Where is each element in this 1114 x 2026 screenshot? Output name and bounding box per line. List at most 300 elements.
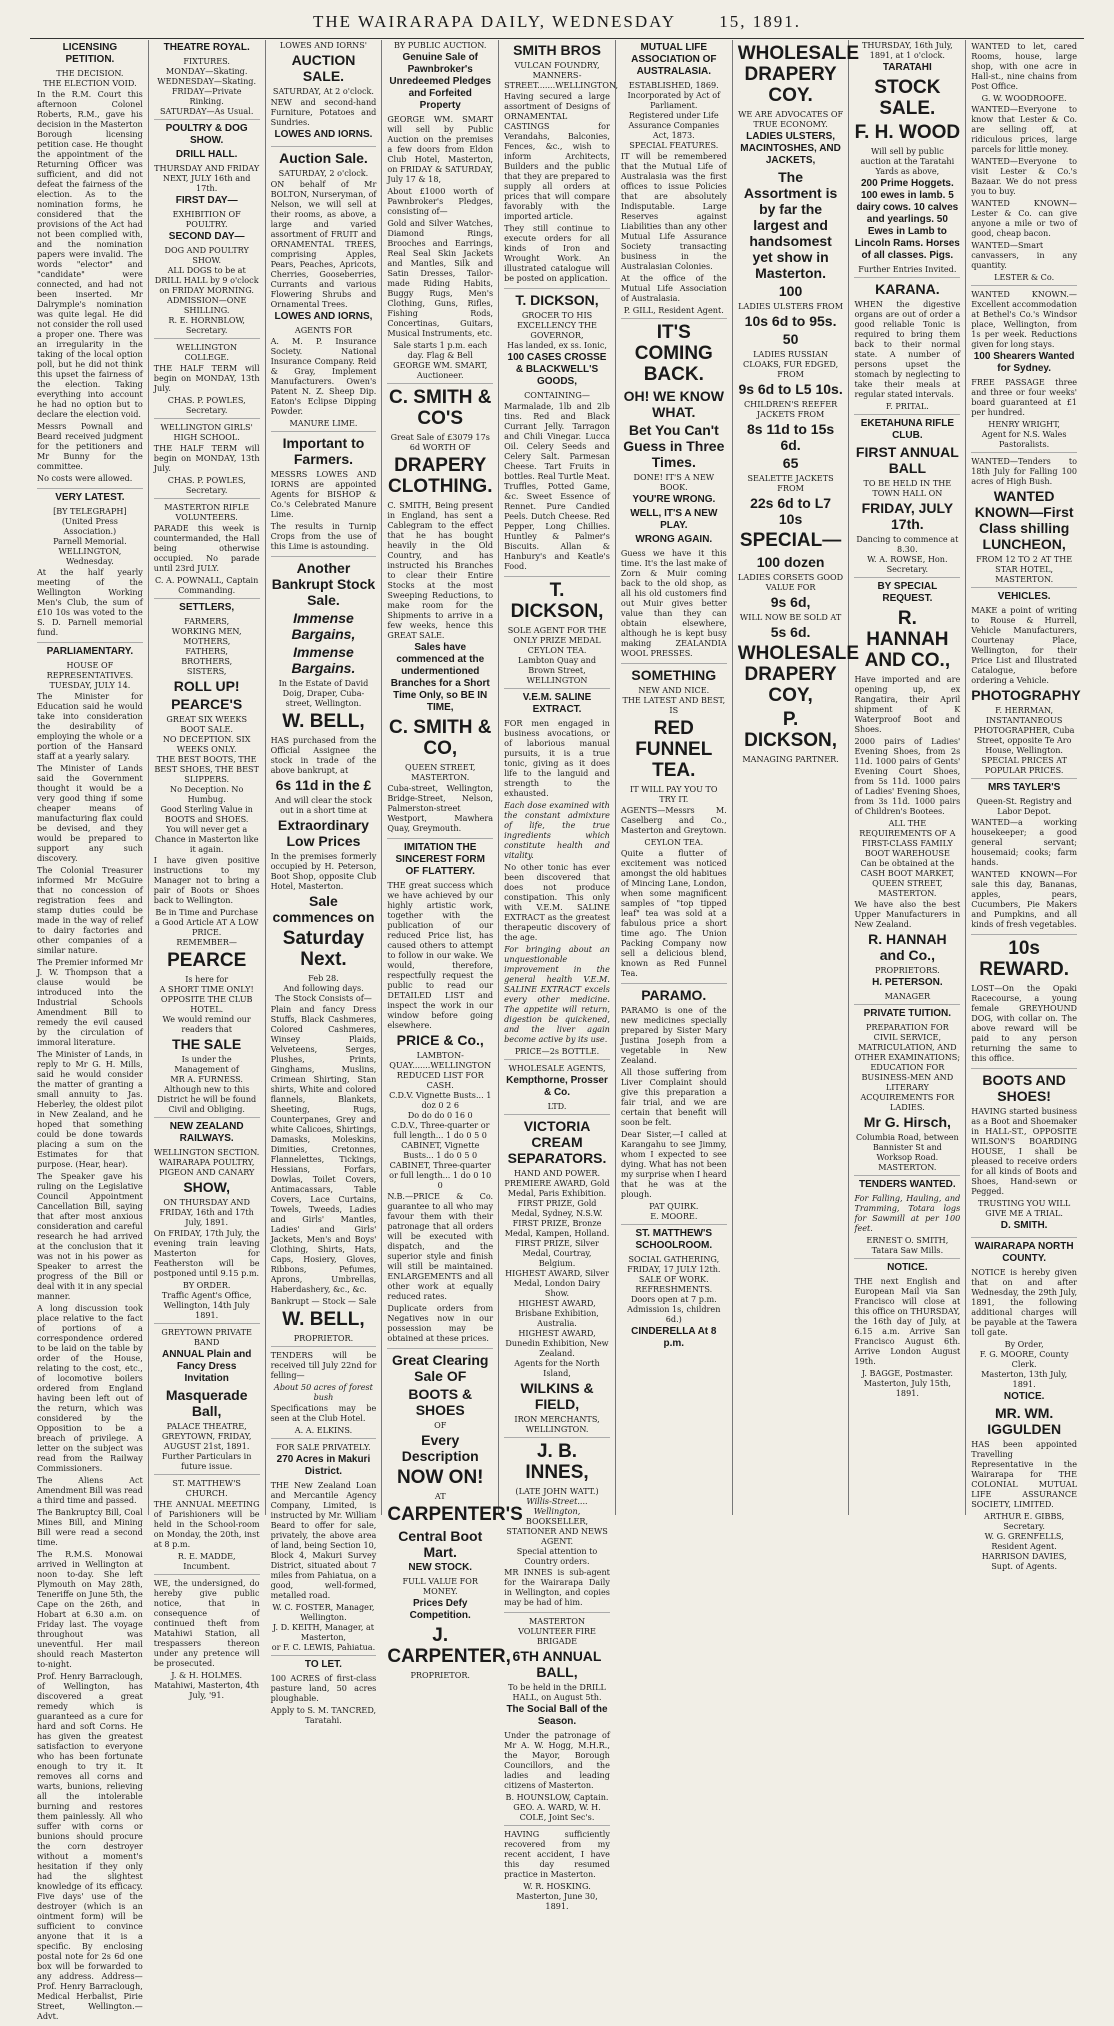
article-line: Immense Bargains. (291, 644, 356, 676)
article-paragraph: HAS been appointed Travelling Representative in the Wairarapa for THE COLONIAL MUTUAL LIFE ASSURANCE SOCIETY, LIMITED. (971, 1439, 1078, 1509)
article-line: Auction Sale. (279, 150, 368, 166)
article-line: LADIES ULSTERS, MACINTOSHES, AND JACKETS, (740, 131, 841, 166)
article-paragraph: Quite a flutter of excitement was noticed amongst the old habitues of Mincing Lane, London, when some magnificent samples of "top tipped leaf" tea was sold at a fabulous price a short time ago. The Union Packing Company now sell a delicious blend, known as Red Funnel Tea. (620, 848, 727, 978)
masthead-title: THE WAIRARAPA DAILY, WEDNESDAY (313, 12, 676, 31)
article-line: LADIES RUSSIAN CLOAKS, FUR EDGED, FROM (743, 349, 839, 379)
article-block (621, 322, 727, 664)
article-line: PAT QUIRK. (649, 1201, 699, 1211)
article-line: GEO. A. WARD, W. H. COLE, Joint Sec's. (513, 1802, 601, 1822)
article-line: QUEEN STREET, (404, 762, 476, 772)
article-line: Agents for the North Island, (514, 1358, 600, 1378)
article-line: BOOKSELLER, STATIONER AND NEWS AGENT. (506, 1516, 608, 1546)
article-line: 10s 6d to 95s. (744, 313, 837, 329)
article-line: 5s 6d. (770, 624, 811, 640)
article-block (154, 602, 260, 1118)
article-line: Traffic Agent's Office, Wellington, 14th July 1891. (161, 1290, 252, 1320)
article-line: WELLINGTON, Wednesday. (58, 546, 122, 566)
article-line: CHAS. P. POWLES, Secretary. (167, 395, 246, 415)
article-line: PARAMO. (641, 987, 707, 1003)
article-line: Has landed, ex ss. Ionic, (507, 340, 607, 350)
article-line: 8s 11d to 15s 6d. (746, 421, 835, 453)
column-7 (733, 40, 860, 1515)
article-block (854, 40, 960, 278)
article-block (271, 560, 377, 1347)
article-block (271, 435, 377, 557)
article-block (154, 1578, 260, 1703)
article-block (504, 292, 610, 577)
article-block (154, 502, 260, 599)
article-line: Bet You Can't Guess in Three Times. (623, 422, 725, 470)
article-block (387, 40, 493, 384)
article-line: Will sell by public auction at the Taratahi Yards as above, (860, 146, 955, 176)
article-line: NEW AND NICE. (638, 685, 710, 695)
article-block (854, 581, 960, 1005)
article-line: FULL VALUE FOR MONEY. (402, 1576, 478, 1596)
article-line: 270 Acres in Makuri District. (276, 1454, 371, 1477)
column-3 (266, 40, 383, 1725)
article-block (621, 667, 727, 984)
article-line: Matahiwi, Masterton, 4th July, '91. (154, 1680, 260, 1700)
article-line: SOCIAL GATHERING, FRIDAY, 17 JULY 12th. (627, 1254, 721, 1274)
article-line: WEDNESDAY—Skating. (157, 76, 257, 86)
article-line: Masterton, 13th July, 1891. (981, 1369, 1068, 1389)
article-line: IRON MERCHANTS, (514, 1414, 600, 1424)
article-line: Is under the Management of (174, 1054, 239, 1074)
article-line: P. DICKSON, (744, 709, 838, 751)
article-line: W. C. FOSTER, Manager, Wellington. (272, 1602, 375, 1622)
article-block (854, 1262, 960, 1401)
article-line: MASTERTON. (878, 1162, 937, 1172)
article-paragraph: The Minister of Lands said the Government thought it would be a very good thing if some cheaper means of manufacturing flax could be devised, and they would be prepared to support any such discovery. (37, 763, 143, 863)
article-paragraph: WANTED to let, cared Rooms, house, large shop, with one acre in Hall-st., nine chains from Post Office. (971, 41, 1078, 91)
article-paragraph: WHEN the digestive organs are out of order a good reliable Tonic is required to bring them back to their normal state. A number of persons upset the stomach by neglecting to take their meals at regular stated intervals. (854, 299, 961, 399)
article-line: 100 (778, 283, 803, 299)
article-line: THEATRE ROYAL. (163, 42, 250, 53)
article-line: ON THURSDAY AND FRIDAY, 16th and 17th July, 1891. (159, 1197, 254, 1227)
article-line: PARLIAMENTARY. (46, 646, 134, 657)
article-line: MANURE LIME. (289, 418, 358, 428)
article-line: J. D. KEITH, Manager, at Masterton, (272, 1622, 375, 1642)
article-line: ERNEST O. SMITH, Tatara Saw Mills. (866, 1235, 949, 1255)
article-paragraph: Cuba-street, Wellington, Bridge-Street, Nelson, Palmerston-street Westport, Mawhera Quay, Greymouth. (387, 783, 494, 833)
article-line: SOMETHING (631, 667, 717, 683)
article-line: WELLINGTON SECTION. (153, 1147, 260, 1157)
article-line: PEARCE (167, 950, 247, 971)
article-line: J. B. INNES, (525, 1441, 589, 1483)
article-block (854, 1008, 960, 1176)
article-line: ESTABLISHED, 1869. (628, 80, 719, 90)
article-line: DRAPERY CLOTHING. (387, 455, 493, 497)
article-line: NEW STOCK. (408, 1562, 473, 1573)
article-line: SALE OF WORK. REFRESHMENTS. (635, 1274, 713, 1294)
article-block (504, 1616, 610, 1826)
article-paragraph: For bringing about an unquestionable improvement in the general health V.E.M. SALINE EXTRACT excels every other medicine. The appetite will return, digestion be quickened, and the liver again become active by its use. (504, 944, 610, 1044)
article-line: PRICE & Co., (396, 1032, 484, 1048)
article-line: W. BELL, (282, 711, 365, 732)
article-line: GREAT SIX WEEKS BOOT SALE. (166, 714, 247, 734)
article-paragraph: Each dose examined with the constant admixture of life, the true ingredients which constitute health and vitality. (504, 800, 610, 860)
article-line: BROTHERS, (181, 656, 233, 666)
article-line: AGENTS FOR (294, 325, 353, 335)
article-line: About 50 acres of forest bush (273, 1382, 373, 1402)
article-line: MUTUAL LIFE ASSOCIATION OF AUSTRALASIA. (631, 42, 717, 77)
article-line: CHILDREN'S REEFER JACKETS FROM (743, 399, 838, 419)
article-line: 22s 6d to L7 10s (750, 495, 832, 527)
article-paragraph: LOST—On the Opaki Racecourse, a young female GREYHOUND DOG, with collar on. The above reward will be paid to any person returning the same to this office. (971, 983, 1078, 1063)
article-block (621, 1228, 727, 1355)
article-paragraph: GEORGE WM. SMART will sell by Public Auction on the premises a few doors from Eldon Club Hotel, Masterton, on FRIDAY & SATURDAY, July 17 & 18, (387, 114, 494, 184)
article-line: W. R. HOSKING. (523, 1881, 591, 1891)
article-line: IT WILL PAY YOU TO TRY IT. (630, 784, 718, 804)
article-line: Mr G. Hirsch, (863, 1114, 951, 1130)
article-line: TO LET. (304, 1659, 342, 1670)
article-paragraph: The Premier informed Mr J. W. Thompson that a clause would be introduced into the Industrial Schools Amendment Bill to remedy the evil caused by the circulation of immoral literature. (37, 957, 143, 1047)
article-line: Is here for (185, 974, 229, 984)
article-line: MRS TAYLER'S (987, 782, 1061, 793)
article-line: J. CARPENTER, (387, 1625, 511, 1667)
article-line: D. SMITH. (1000, 1220, 1048, 1231)
article-line: MOTHERS, (183, 636, 231, 646)
article-line: WELLINGTON. (525, 1424, 589, 1434)
article-line: SOLE AGENT FOR THE ONLY PRIZE MEDAL CEYLON TEA. (507, 625, 607, 655)
article-line: Masquerade Ball, (165, 1387, 248, 1419)
article-line: Special attention to Country orders. (516, 1546, 598, 1566)
article-line: 9s 6d, (770, 594, 811, 610)
article-line: SATURDAY—As Usual. (159, 106, 254, 116)
article-line: B. HOUNSLOW, Captain. (505, 1792, 609, 1802)
article-block (504, 1829, 610, 1914)
article-paragraph: The R.M.S. Monowai arrived in Wellington at noon to-day. She left Plymouth on May 28th, Teneriffe on June 5th, the Cape on the 26th, and Hobart at 6.30 a.m. on Friday last. The voyage throughout was uneventful. Her mail should reach Masterton to-night. (37, 1549, 143, 1669)
article-line: LAMBTON-QUAY.......WELLINGTON (389, 1050, 492, 1070)
article-line: SETTLERS, (179, 602, 235, 613)
article-line: (LATE JOHN WATT.) (515, 1486, 599, 1496)
article-line: MONDAY—Skating. (165, 66, 248, 76)
article-line: Columbia Road, between Bannister St and Worksop Road. (855, 1132, 959, 1162)
article-line: F. G. MOORE, County Clerk. (979, 1349, 1069, 1369)
article-line: F. HERRMAN, INSTANTANEOUS PHOTOGRAPHER, Cuba Street, opposite Te Aro House, Wellington. (973, 705, 1075, 755)
column-8 (849, 40, 966, 1515)
article-line: Bankrupt — Stock — Sale (270, 1296, 377, 1306)
article-line: FRIDAY—Private Rinking. (171, 86, 242, 106)
article-line: WELLINGTON COLLEGE. (176, 342, 238, 362)
article-paragraph: No costs were allowed. (37, 473, 133, 483)
article-line: EXHIBITION OF POULTRY. (172, 209, 241, 229)
article-paragraph: In the premises formerly occupied by H. Peterson, Boot Shop, opposite Club Hotel, Masterton. (270, 851, 377, 891)
article-line: WILKINS & FIELD, (520, 1380, 594, 1412)
article-line: SISTERS, (186, 666, 227, 676)
article-line: 6s 11d in the £ (275, 777, 372, 793)
article-line: By Order, (1004, 1339, 1044, 1349)
article-line: or F. C. LEWIS, Pahiatua. (271, 1642, 376, 1652)
article-block (271, 1350, 377, 1439)
article-line: T. DICKSON, (510, 580, 604, 622)
article-paragraph: THE great success which we have achieved by our highly artistic work, together with the publication of our reduced Price list, has caused others to attempt to follow in our wake. We would, therefore, respectfully request the public to read our DETAILED LIST and inspect the work in our window before going elsewhere. (387, 880, 494, 1030)
article-line: PEARCE'S (171, 696, 243, 712)
article-line: TO BE HELD IN THE TOWN HALL ON (863, 478, 952, 498)
article-block (504, 1063, 610, 1115)
article-paragraph: The results in Turnip Crops from the use of this Lime is astounding. (270, 521, 377, 551)
article-line: IT'S COMING BACK. (634, 322, 713, 385)
article-line: VICTORIA CREAM SEPARATORS. (507, 1118, 607, 1166)
column-2 (149, 40, 266, 1700)
article-line: W. A. ROWSE, Hon. Secretary. (867, 554, 948, 574)
article-line: THE SALE (172, 1036, 242, 1052)
article-block (504, 692, 610, 1060)
article-line: BY SPECIAL REQUEST. (877, 581, 938, 604)
article-block (154, 342, 260, 419)
article-block (971, 1072, 1077, 1238)
article-line: To be held in the DRILL HALL, on August 5th. (508, 1682, 606, 1702)
article-block (271, 40, 377, 147)
article-line: DOG AND POULTRY SHOW. (164, 245, 249, 265)
article-line: ARTHUR E. GIBBS, Secretary. (984, 1511, 1065, 1531)
article-line: G. W. WOODROOFE. (981, 93, 1067, 103)
article-paragraph: WE, the undersigned, do hereby give public notice, that in consequence of continued theft from Matahiwi Station, all trespassers thereon under any pretence will be prosecuted. (153, 1578, 260, 1668)
article-line: HARRISON DAVIES, Supt. of Agents. (981, 1551, 1067, 1571)
article-line: 100 Shearers Wanted for Sydney. (973, 351, 1075, 374)
article-line: SHOW, (183, 1179, 230, 1195)
article-line: Willis-Street.... Wellington, (526, 1496, 588, 1516)
article-paragraph: MR INNES is sub-agent for the Wairarapa Daily in Wellington, and copies may be had of him. (504, 1567, 610, 1607)
article-block (271, 1659, 377, 1728)
article-block (387, 842, 493, 1349)
article-line: GROCER TO HIS EXCELLENCY THE GOVERNOR, (517, 310, 597, 340)
article-line: F. H. WOOD (854, 122, 961, 143)
article-line: Be in Time and Purchase a Good Article AT A LOW PRICE. (154, 907, 259, 937)
article-line: CHAS. P. POWLES, Secretary. (167, 475, 246, 495)
article-paragraph: Have imported and are opening up, ex Rangatira, their April shipment of K Waterproof Boot and Shoes. (854, 674, 961, 734)
article-block (504, 1118, 610, 1438)
article-line: PALACE THEATRE, GREYTOWN, FRIDAY, AUGUST 21st, 1891. (161, 1421, 252, 1451)
article-line: ADMISSION—ONE SHILLING. (166, 295, 247, 315)
article-line: GREYTOWN PRIVATE BAND (161, 1327, 252, 1347)
article-paragraph: N.B.—PRICE & Co. guarantee to all who may favour them with their patronage that all orders will be executed with dispatch, and the superior style and finish will still be maintained. ENLARGEMENTS and all other work at equally reduced rates. (387, 1191, 494, 1301)
article-line: GEORGE WM. SMART, Auctioneer. (393, 360, 488, 380)
article-paragraph: WANTED—Everyone to know that Lester & Co. are selling off, at ridiculous prices, large parcels for little money. (971, 104, 1078, 154)
article-line: MASTERTON RIFLE VOLUNTEERS. (164, 502, 250, 522)
article-line: We would remind our readers that (162, 1014, 251, 1034)
article-line: THE ELECTION VOID. (43, 78, 137, 88)
article-line: IMITATION THE SINCEREST FORM OF FLATTERY. (395, 842, 485, 877)
article-block (504, 42, 619, 289)
article-paragraph: Having secured a large assortment of Designs of ORNAMENTAL CASTINGS for Verandahs, Balconies, Fences, &c., wish to inform Architects, Builders and the public that they are prepared to supply all orders at prices that will compare favorably with the imported article. (504, 91, 610, 221)
article-line: FRIDAY, JULY 17th. (861, 500, 954, 532)
article-line: FARMERS, (184, 616, 230, 626)
article-line: OH! WE KNOW WHAT. (623, 388, 724, 420)
article-paragraph: WANTED—Tenders to 18th July for Falling 100 acres of High Bush. (971, 456, 1078, 486)
article-block (154, 123, 260, 339)
article-line: C. A. POWNALL, Captain Commanding. (155, 575, 259, 595)
article-line: ST. MATTHEW'S SCHOOLROOM. (635, 1228, 713, 1251)
article-line: The Social Ball of the Season. (506, 1704, 608, 1727)
article-paragraph: Specifications may be seen at the Club Hotel. (270, 1403, 377, 1423)
article-line: And will clear the stock out in a short time at (275, 795, 372, 815)
article-line: Can be obtained at the CASH BOOT MARKET, QUEEN STREET, MASTERTON. (860, 858, 955, 898)
article-line: In the Estate of David Doig, Draper, Cuba-street, Wellington. (278, 678, 369, 708)
article-line: PROPRIETOR. (410, 1670, 470, 1680)
article-paragraph: 100 ACRES of first-class pasture land, 50 acres ploughable. (270, 1673, 377, 1703)
article-line: Prices Defy Competition. (409, 1598, 471, 1621)
article-line: NOW ON! (396, 1467, 484, 1488)
article-paragraph: Marmalade, 1lb and 2lb tins. Red and Black Currant Jelly. Tarragon and Chili Vinegar. Lucca Oil. Celery Seeds and Celery Salt. Parmesan Cheese. Tart Fruits in bottles. Real Turtle Meat. Truffles, Potted Game, &c. Sweet Essence of Rennet. Pure Candied Peels. Dutch Cheese. Red Pepper, Long Chillies. Huntley & Palmer's Biscuits. Allan & Hanbury's and Keatle's Food. (504, 401, 610, 571)
article-line: FATHERS, (185, 646, 228, 656)
article-paragraph: Plain and fancy Dress Stuffs, Black Cashmeres, Colored Cashmeres, Winsey Plaids, Velveteens, Serges, Plushes, Prints, Ginghams, Muslins, Crimean Shirting, Stan shirts, White and colored flannels, Blankets, Sheeting, Rugs, Counterpanes, Grey and white Calicoes, Shirtings, Damasks, Moleskins, Dimities, Cretonnes, Flannelettes, Tickings, Hessians, Forfars, Dowlas, Toilet Covers, Antimacassars, Table Covers, Lace Curtains, Towels, Tweeds, Ladies and Girls' Mantles, Ladies' and Girls' Jackets, Men's and Boys' Clothing, Shirts, Hats, Caps, Hosiery, Gloves, Ribbons, Pefumes, Aprons, Umbrellas, Haberdashery, &c., &c. (270, 1004, 377, 1294)
masthead (0, 12, 1114, 32)
article-paragraph: WANTED—Everyone to visit Lester & Co.'s Bazaar. We do not press you to buy. (971, 156, 1078, 196)
article-line: C.D.V. Vignette Busts... 1 doz 0 2 6 (389, 1090, 492, 1110)
article-line: WE ARE ADVOCATES OF TRUE ECONOMY. (738, 109, 844, 129)
article-paragraph: The Minister for Education said he would take into consideration the desirability of employing the whole or a portion of the Hansard staff at a yearly salary. (37, 691, 143, 761)
article-line: Sales have commenced at the undermentioned Branches for a Short Time Only, so BE IN TIME, (390, 642, 490, 713)
article-line: Genuine Sale of Pawnbroker's Unredeemed Pledges and Forfeited Property (389, 52, 492, 111)
article-line: [BY TELEGRAPH] (53, 506, 127, 516)
article-paragraph: A long discussion took place relative to the fact of portions of a correspondence ordered to be laid on the table by order of the House, relating to the cost, etc., of locomotive boilers ordered from England having been left out of the return, which was considered by the Opposition to be a breach of privilege. A letter on the subject was read from the Railway Commissioners. (37, 1303, 143, 1473)
article-paragraph: They still continue to execute orders for all kinds of Iron and Wrought Work. An illustrated catalogue will be posted on application. (504, 223, 610, 283)
article-block (854, 1179, 960, 1259)
article-block (971, 938, 1077, 1069)
article-line: LADIES CORSETS GOOD VALUE FOR (738, 572, 844, 592)
article-line: HIGHEST AWARD, Dunedin Exhibition, New Zealand. (505, 1328, 609, 1358)
article-paragraph: HAVING sufficiently recovered from my recent accident, I have this day resumed practice in Masterton. (504, 1829, 610, 1879)
article-line: KARANA. (875, 281, 940, 297)
article-line: LESTER & Co. (994, 272, 1055, 282)
article-line: OPPOSITE THE CLUB HOTEL. (160, 994, 253, 1014)
article-line: W. G. GRENFELLS, Resident Agent. (984, 1531, 1064, 1551)
article-line: P. GILL, Resident Agent. (623, 305, 724, 315)
article-line: PRIVATE TUITION. (863, 1008, 952, 1019)
article-line: Saturday Next. (282, 928, 365, 970)
article-block (154, 1327, 260, 1475)
article-paragraph: IT will be remembered that the Mutual Life of Australasia was the first offices to issue Policies that are absolutely Indisputable. Large Reserves against Liabilities than any other Mutual Life Assurance Society transacting business in the Australasian Colonies. (620, 151, 727, 271)
column-5 (499, 40, 619, 1911)
article-paragraph: MAKE a point of writing to Rouse & Hurrell, Vehicle Manufacturers, Courtenay Place, Wellington, for their Price List and Illustrated Catalogue, before ordering a Vehicle. (971, 605, 1078, 685)
article-line: LOWES AND IORNS' (279, 40, 368, 50)
article-paragraph: At the office of the Mutual Life Association of Australasia. (620, 273, 727, 303)
article-line: WORKING MEN, (171, 626, 242, 636)
column-6 (616, 40, 733, 1515)
article-paragraph: Prof. Henry Barraclough, of Wellington, has discovered a great remedy which is guaranteed as a cure for hard and soft Corns. He has given the greatest satisfaction to everyone who has been fortunate enough to try it. It removes all corns and warts, bunions, relieving all the intolerable burning and restores them painlessly. All who suffer with corns or bunions should procure the corn destroyer without a moment's hesitation if they only had the slightest knowledge of its efficacy. Five days' use of the destroyer (which is an ointment form) will be sufficient to convince anyone that it is a specific. By enclosing postal note for 2s 6d one box will be forwarded to any address. Address—Prof. Henry Barraclough, Medical Herbalist, Pirie Street, Wellington.—Advt. (37, 1671, 143, 2021)
article-line: And following days. (283, 983, 364, 993)
article-line: THE DECISION. (56, 68, 124, 78)
article-paragraph: PARAMO is one of the new medicines specially prepared by Sister Mary Justina Joseph from a vegetable in New Zealand. (620, 1005, 727, 1065)
article-line: PHOTOGRAPHY (971, 687, 1081, 703)
article-line: 100 CASES CROSSE & BLACKWELL'S GOODS, (507, 352, 607, 387)
article-line: J. & H. HOLMES. (171, 1670, 243, 1680)
article-line: 50 (782, 331, 799, 347)
article-line: The Assortment is by far the largest and handsomest yet show in Masterton. (743, 169, 838, 281)
article-paragraph: FOR men engaged in business avocations, or of laborious manual pursuits, it is a true tonic, giving as it does life to the languid and strength to the exhausted. (504, 718, 610, 798)
article-line: PREPARATION FOR CIVIL SERVICE, MATRICULATION, AND OTHER EXAMINATIONS; (854, 1022, 961, 1062)
article-line: WELLINGTON GIRLS' HIGH SCHOOL. (160, 422, 253, 442)
article-line: IS (669, 705, 679, 715)
article-line: PROPRIETOR. (293, 1333, 354, 1343)
article-line: SATURDAY, 2 o'clock. (278, 168, 369, 178)
article-line: FIRST PRIZE, Bronze Medal, Kampen, Holland. (504, 1218, 610, 1238)
article-line: BOOTS AND SHOES! (982, 1072, 1066, 1104)
article-line: A. A. ELKINS. (294, 1425, 353, 1435)
article-line: THURSDAY AND FRIDAY NEXT, JULY 16th and 17th. (154, 163, 260, 193)
article-line: Important to Farmers. (282, 435, 365, 467)
article-line: FIRST PRIZE, Silver Medal, Courtray, Belgium. (515, 1238, 599, 1268)
article-paragraph: HAVING started business as a Boot and Shoemaker in HALL-ST., OPPOSITE WILSON'S BOARDING HOUSE, I shall be pleased to receive orders for all kinds of Boots and Shoes, Hand-sewn or Pegged. (971, 1106, 1078, 1196)
article-paragraph: WANTED—Smart canvassers, in any quantity. (971, 240, 1078, 270)
article-paragraph: TENDERS will be received till July 22nd for felling— (270, 1350, 377, 1380)
article-line: EKETAHUNA RIFLE CLUB. (860, 418, 955, 441)
article-line: V.E.M. SALINE EXTRACT. (522, 692, 592, 715)
masthead-date: 15, 1891. (719, 12, 801, 31)
article-line: Good Sterling Value in BOOTS and SHOES. (160, 804, 253, 824)
article-block (154, 422, 260, 499)
article-block (971, 591, 1081, 779)
article-line: Apply to S. M. TANCRED, Taratahi. (270, 1705, 377, 1725)
article-line: TRUSTING YOU WILL GIVE ME A TRIAL. (978, 1198, 1071, 1218)
article-line: ST. MATTHEW'S CHURCH. (172, 1478, 241, 1498)
article-line: RED FUNNEL TEA. (635, 718, 713, 781)
article-line: OF (434, 1420, 447, 1430)
article-paragraph: PARADE this week is countermanded, the Hall being otherwise occupied. No parade until 23rd JULY. (153, 523, 260, 573)
article-paragraph: FREE PASSAGE three and three or four weeks' board guaranteed at £1 per hundred. (971, 377, 1078, 417)
article-block (971, 782, 1077, 935)
article-paragraph: NOTICE is hereby given that on and after Wednesday, the 29th July, 1891, the following additional charges will be payable at the Tawera toll gate. (971, 1267, 1078, 1337)
article-line: WAIRARAPA NORTH COUNTY. (974, 1241, 1074, 1264)
article-line: No Deception. No Humbug. (170, 784, 244, 804)
article-line: Sale starts 1 p.m. each day. Flag & Bell (393, 340, 488, 360)
article-line: SPECIAL— (739, 530, 842, 551)
article-paragraph: The Colonial Treasurer informed Mr McGuire that no concession of registration fees and stamp duties could be made in the way of relief to dairy factories and other companies of a similar nature. (37, 865, 143, 955)
article-line: HIGHEST AWARD, Brisbane Exhibition, Australia. (515, 1298, 599, 1328)
article-line: 100 dozen (756, 554, 825, 570)
article-block (271, 1442, 377, 1656)
article-line: MANAGING PARTNER. (742, 754, 839, 764)
article-line: SPECIAL PRICES AT POPULAR PRICES. (981, 755, 1068, 775)
article-line: CARPENTER'S (387, 1504, 523, 1525)
article-line: Masterton, June 30, 1891. (516, 1891, 598, 1911)
article-block (621, 42, 727, 319)
article-line: T. DICKSON, (515, 292, 599, 308)
article-line: (United Press Association.) (61, 516, 118, 536)
article-line: MASTERTON. (411, 772, 470, 782)
article-line: THE BEST BOOTS, THE BEST SHOES, THE BEST SLIPPERS. (154, 754, 259, 784)
article-line: TARATAHI (882, 62, 932, 73)
article-line: WHOLESALE DRAPERY COY. (737, 43, 860, 106)
article-line: SEALETTE JACKETS FROM (747, 473, 834, 493)
article-line: PREMIERE AWARD, Gold Medal, Paris Exhibition. (504, 1178, 610, 1198)
article-line: 200 Prime Hoggets. 100 ewes in lamb. 5 dairy cows. 10 calves and yearlings. 50 Ewes in Lamb to Lincoln Rams. Horses of all classes. Pigs. (854, 178, 960, 261)
article-line: LTD. (547, 1101, 567, 1111)
article-paragraph: I have given positive instructions to my Manager not to bring a pair of Boots or Shoes back to Wellington. (153, 855, 260, 905)
article-line: DONE! IT'S A NEW BOOK. (633, 472, 715, 492)
article-line: Parnell Memorial. (53, 536, 127, 546)
article-line: WHOLESALE AGENTS, (508, 1063, 606, 1073)
article-line: FIXTURES. (183, 56, 230, 66)
article-line: VEHICLES. (997, 591, 1051, 602)
article-line: SATURDAY, At 2 o'clock. (272, 86, 374, 96)
article-paragraph: HAS purchased from the Official Assignee the stock in trade of the above bankrupt, at (270, 735, 377, 775)
article-line: LADIES ULSTERS FROM (738, 301, 843, 311)
article-line: CEYLON TEA. (644, 837, 704, 847)
article-line: Great Sale of £3079 17s 6d WORTH OF (390, 432, 490, 452)
article-block (154, 42, 260, 120)
article-line: FIRST DAY— (175, 195, 238, 206)
article-line: MANAGER (884, 991, 931, 1001)
article-line: 10s REWARD. (979, 938, 1069, 980)
article-line: Do do do 0 16 0 (407, 1110, 473, 1120)
article-line: W. BELL, (282, 1309, 365, 1330)
article-paragraph: Dear Sister,—I called at Karangahu to see Jimmy, whom I expected to see dying. What has not been my surprise when I heard that he was at the plough. (620, 1129, 727, 1199)
article-paragraph: The Minister of Lands, in reply to Mr G. H. Mills, said he would consider the matter of granting a small annuity to Jas. Heberley, the oldest pilot in New Zealand, and he hoped that something could be done towards placing a sum on the Estimates for that purpose. (Hear, hear). (37, 1049, 143, 1169)
article-line: R. HANNAH and Co., (868, 931, 947, 963)
article-block (154, 1478, 260, 1575)
